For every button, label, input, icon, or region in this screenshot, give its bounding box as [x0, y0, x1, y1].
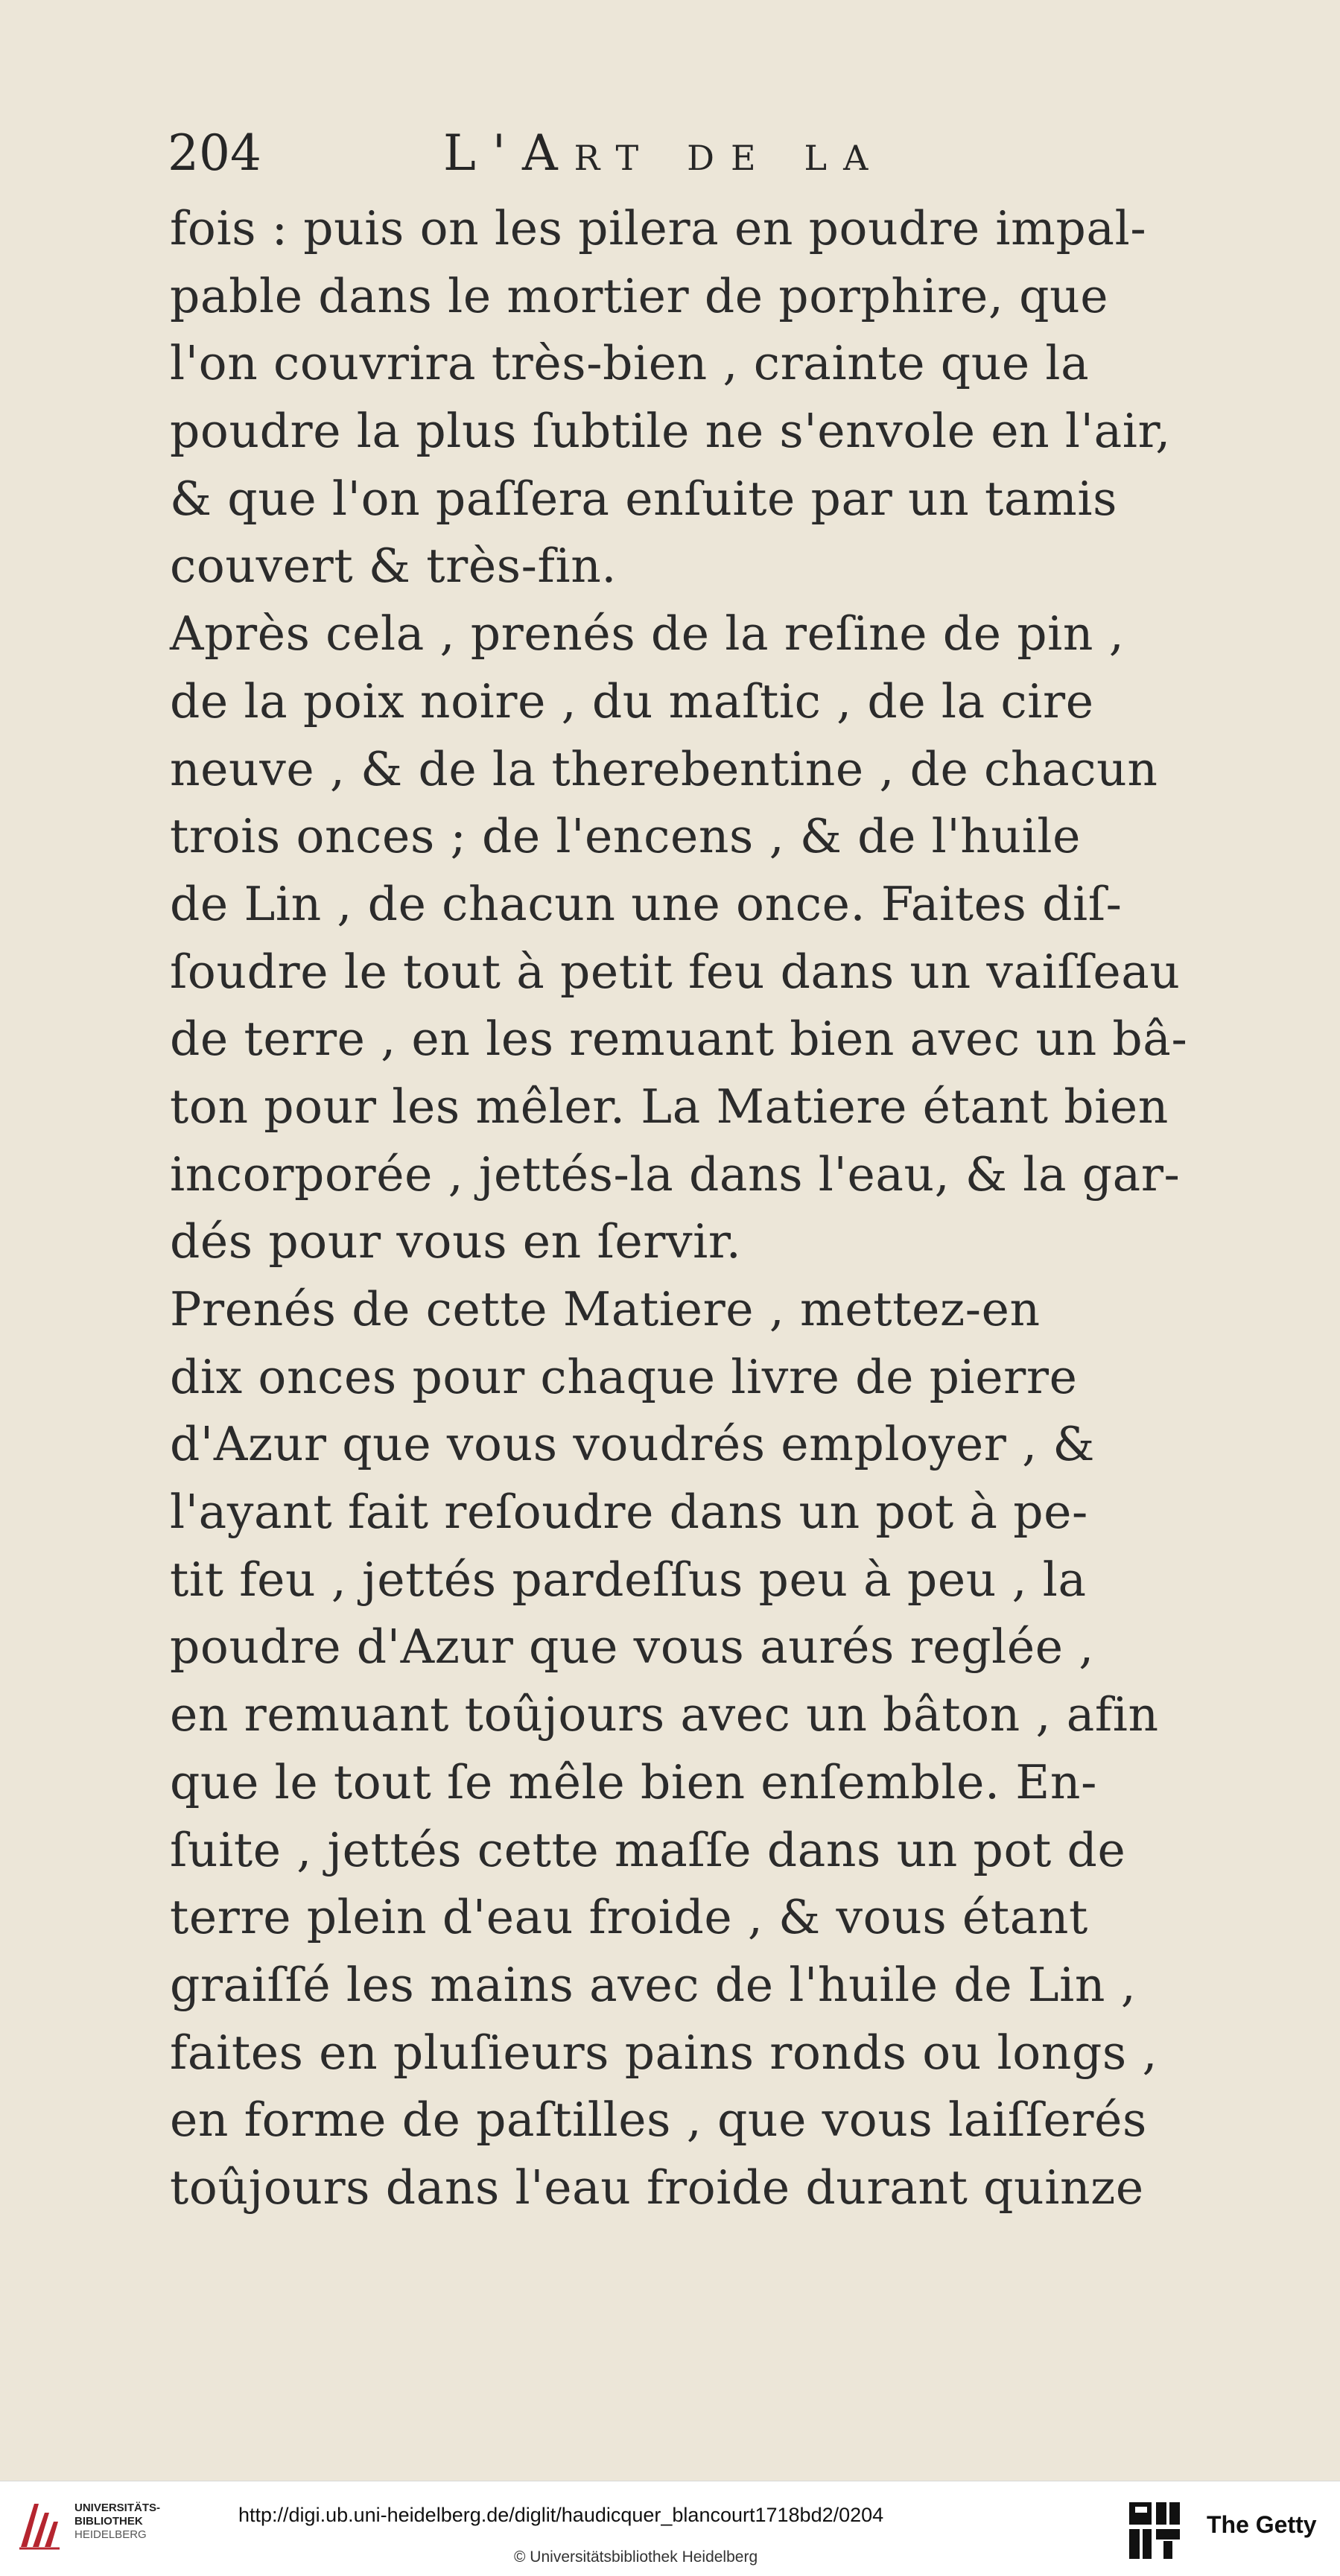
text-line: couvert & très-fin. — [170, 539, 617, 594]
text-line: tit feu , jettés pardeſſus peu à peu , la — [170, 1552, 1087, 1607]
text-line: ſuite , jettés cette maſſe dans un pot de — [170, 1822, 1126, 1877]
text-line: d'Azur que vous voudrés employer , & — [170, 1417, 1096, 1472]
text-line: incorporée , jettés-la dans l'eau, & la gar- — [170, 1146, 1181, 1202]
institution-line-1: UNIVERSITÄTS- — [74, 2502, 161, 2514]
text-line: trois onces ; de l'encens , & de l'huile — [170, 809, 1081, 864]
university-library-heidelberg-logo-icon[interactable] — [16, 2499, 63, 2551]
text-line: Prenés de cette Matiere , mettez-en — [170, 1282, 1041, 1336]
text-line: graiſſé les mains avec de l'huile de Lin , — [170, 1957, 1137, 2012]
text-line: neuve , & de la therebentine , de chacun — [170, 741, 1158, 796]
text-line: poudre d'Azur que vous aurés reglée , — [170, 1619, 1094, 1675]
getty-logo-icon[interactable] — [1126, 2499, 1183, 2562]
permalink-url[interactable]: http://digi.ub.uni-heidelberg.de/diglit/haudicquer_blancourt1718bd2/0204 — [238, 2504, 884, 2526]
text-line: de la poix noire , du maſtic , de la cire — [170, 673, 1094, 729]
text-line: dix onces pour chaque livre de pierre — [170, 1349, 1078, 1404]
text-line: fois : puis on les pilera en poudre impal- — [170, 201, 1147, 256]
text-line: de terre , en les remuant bien avec un bâ- — [170, 1012, 1188, 1067]
text-line: Après cela , prenés de la reſine de pin , — [170, 606, 1125, 662]
text-line: ton pour les mêler. La Matiere étant bien — [170, 1079, 1169, 1134]
digitization-footer — [0, 2481, 1340, 2576]
running-title: L'Art de la — [443, 124, 885, 182]
institution-name — [74, 2502, 160, 2542]
text-line: dés pour vous en ſervir. — [170, 1214, 742, 1269]
text-line: pable dans le mortier de porphire, que — [170, 268, 1109, 323]
text-line: poudre la plus ſubtile ne s'envole en l'air, — [170, 404, 1171, 459]
text-line: ſoudre le tout à petit feu dans un vaiſſeau — [170, 944, 1181, 999]
copyright-notice: © Universitätsbibliothek Heidelberg — [514, 2548, 758, 2566]
text-line: l'ayant fait reſoudre dans un pot à pe- — [170, 1485, 1088, 1540]
text-line: terre plein d'eau froide , & vous étant — [170, 1890, 1088, 1945]
text-line: de Lin , de chacun une once. Faites diſ- — [170, 876, 1123, 931]
page-header — [168, 118, 1210, 188]
text-line: & que l'on paſſera enſuite par un tamis — [170, 471, 1118, 526]
page-number: 204 — [168, 124, 261, 182]
institution-line-2: BIBLIOTHEK — [74, 2515, 143, 2528]
institution-line-3: HEIDELBERG — [74, 2528, 147, 2541]
text-line: en forme de paſtilles , que vous laiſſerés — [170, 2093, 1147, 2148]
text-line: toûjours dans l'eau froide durant quinze — [170, 2160, 1144, 2215]
body-text — [170, 195, 1287, 2222]
partner-name: The Getty — [1207, 2511, 1317, 2538]
text-line: l'on couvrira très-bien , crainte que la — [170, 336, 1090, 391]
text-line: en remuant toûjours avec un bâton , afin — [170, 1687, 1159, 1742]
text-line: que le tout ſe mêle bien enſemble. En- — [170, 1754, 1097, 1809]
text-line: faites en pluſieurs pains ronds ou longs , — [170, 2025, 1158, 2080]
